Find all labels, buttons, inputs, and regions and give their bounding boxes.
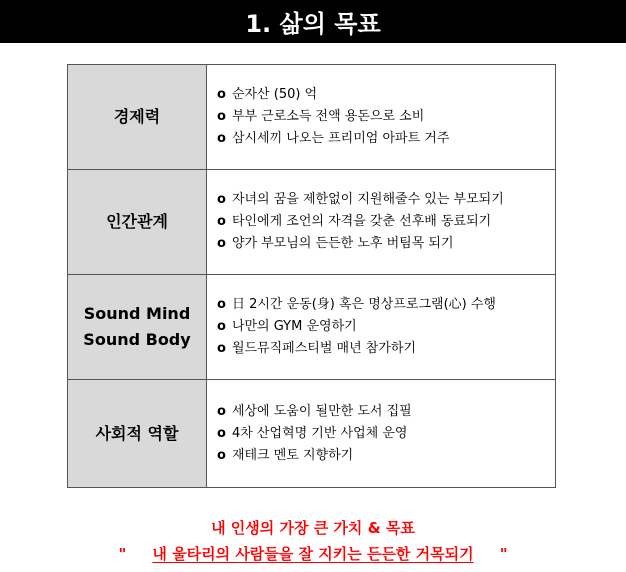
goals-table [67, 64, 556, 488]
bullet-icon: o [217, 297, 226, 312]
list-item [217, 316, 555, 338]
list-item [217, 233, 555, 255]
item-text: 재테크 멘토 지향하기 [231, 447, 354, 463]
item-text: 세상에 도움이 될만한 도서 집필 [231, 403, 412, 419]
list-item [217, 294, 555, 316]
list-item [217, 338, 555, 360]
list-item [217, 423, 555, 445]
bullet-icon: o [217, 214, 226, 229]
item-text: 자녀의 꿈을 제한없이 지원해줄수 있는 부모되기 [231, 192, 504, 207]
page-title: 1. 삶의 목표 [245, 10, 381, 38]
list-item [217, 84, 555, 106]
motto-text: 내 울타리의 사람들을 잘 지키는 든든한 거목되기 [152, 545, 474, 563]
bullet-icon: o [217, 319, 226, 334]
table-row-economy [68, 65, 555, 170]
list-item [217, 211, 555, 233]
bullet-icon: o [217, 131, 226, 146]
list-item [217, 106, 555, 128]
item-text: 순자산 (50) 억 [231, 87, 318, 102]
footer-heading: 내 인생의 가장 큰 가치 & 목표 [211, 519, 415, 537]
item-text: 타인에게 조언의 자격을 갖춘 선후배 동료되기 [231, 214, 492, 229]
items-cell [207, 380, 555, 487]
list-item [217, 401, 555, 423]
items-cell [207, 170, 555, 274]
item-text: 월드뮤직페스티벌 매년 참가하기 [231, 341, 417, 356]
list-item [217, 445, 555, 467]
bullet-icon: o [217, 341, 226, 356]
items-cell [207, 65, 555, 169]
category-label: Sound Body [83, 330, 191, 349]
items-cell [207, 275, 555, 379]
table-row-social-role [68, 380, 555, 487]
category-cell [68, 65, 207, 169]
bullet-icon: o [217, 109, 226, 124]
table-row-relationships [68, 170, 555, 275]
category-cell [68, 380, 207, 487]
category-cell [68, 170, 207, 274]
item-text: 나만의 GYM 운영하기 [231, 319, 357, 334]
bullet-icon: o [217, 403, 226, 419]
item-text: 부부 근로소득 전액 용돈으로 소비 [231, 109, 425, 124]
footer-motto [0, 543, 626, 564]
category-label: 경제력 [113, 107, 161, 126]
item-text: 삼시세끼 나오는 프리미엄 아파트 거주 [231, 131, 450, 146]
bullet-icon: o [217, 192, 226, 207]
item-text: 4차 산업혁명 기반 사업체 운영 [231, 425, 408, 441]
open-quote: " [118, 545, 127, 563]
category-label: Sound Mind [83, 304, 191, 323]
title-bar [0, 0, 626, 43]
item-text: 양가 부모님의 든든한 노후 버팀목 되기 [231, 236, 454, 251]
table-row-health [68, 275, 555, 380]
category-label: 인간관계 [106, 212, 168, 231]
item-text: 日 2시간 운동(身) 혹은 명상프로그램(心) 수행 [231, 297, 496, 312]
close-quote: " [499, 545, 508, 563]
bullet-icon: o [217, 236, 226, 251]
bullet-icon: o [217, 87, 226, 102]
bullet-icon: o [217, 425, 226, 441]
category-label: 사회적 역할 [95, 423, 179, 443]
category-cell [68, 275, 207, 379]
bullet-icon: o [217, 447, 226, 463]
list-item [217, 128, 555, 150]
list-item [217, 189, 555, 211]
